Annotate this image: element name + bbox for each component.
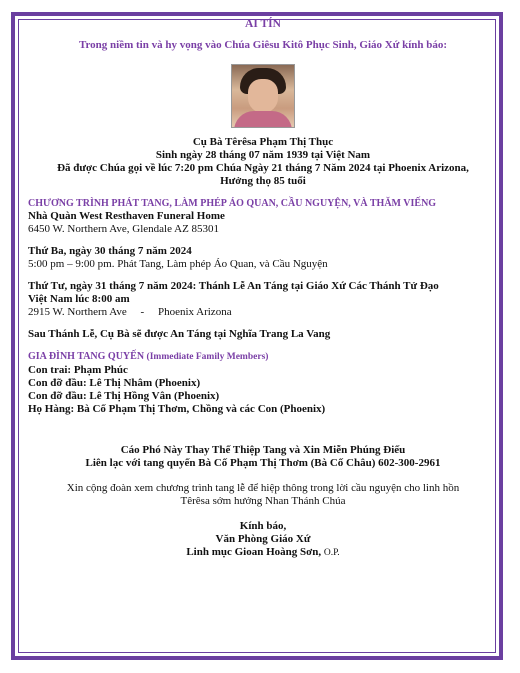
office-line: Văn Phòng Giáo Xứ: [215, 533, 311, 545]
family-heading: [28, 350, 498, 364]
notice-line1: Cáo Phó Này Thay Thế Thiệp Tang và Xin Miễn Phúng Điếu: [120, 444, 406, 456]
priest-suffix: O.P.: [323, 548, 340, 558]
family-heading-sub: (Immediate Family Members): [146, 352, 269, 362]
day2-line1: Thứ Tư, ngày 31 tháng 7 năm 2024: Thánh Lễ An Táng tại Giáo Xứ Các Thánh Tử Đạo: [28, 280, 439, 292]
family-section: [28, 350, 498, 416]
prayer-section: [28, 482, 498, 508]
deceased-name: Cụ Bà Têrêsa Phạm Thị Thục: [192, 136, 334, 148]
day1-date: Thứ Ba, ngày 30 tháng 7 năm 2024: [28, 245, 192, 257]
family-member: Con đỡ đầu: Lê Thị Hồng Vân (Phoenix): [28, 390, 220, 402]
prayer-line1: Xin cộng đoàn xem chương trình tang lễ để hiệp thông trong lời cầu nguyện cho linh hồn: [66, 482, 460, 494]
prayer-line2: Têrêsa sớm hưởng Nhan Thánh Chúa: [180, 495, 346, 507]
document-title: AI TÍN: [245, 18, 281, 30]
priest-name: Linh mục Gioan Hoàng Sơn,: [186, 546, 322, 558]
portrait-photo: [231, 64, 295, 128]
program-heading: CHƯƠNG TRÌNH PHÁT TANG, LÀM PHÉP ÁO QUAN, CẦU NGUYỆN, VÀ THĂM VIẾNG: [28, 198, 437, 209]
venue-address: 6450 W. Northern Ave, Glendale AZ 85301: [28, 223, 220, 235]
family-heading-main: GIA ĐÌNH TANG QUYẾN: [28, 351, 145, 362]
intro-line: Trong niềm tin và hy vọng vào Chúa Giêsu Kitô Phục Sinh, Giáo Xứ kính báo:: [78, 39, 448, 51]
death-line: Đã được Chúa gọi về lúc 7:20 pm Chúa Ngày 21 tháng 7 Năm 2024 tại Phoenix Arizona,: [57, 162, 469, 174]
program-section: [28, 197, 498, 236]
day1-detail: 5:00 pm – 9:00 pm. Phát Tang, Làm phép Áo Quan, và Cầu Nguyện: [28, 258, 328, 270]
family-member: Con trai: Phạm Phúc: [28, 364, 128, 376]
notice-line2: Liên lạc với tang quyến Bà Cố Phạm Thị Thơm (Bà Cố Châu) 602-300-2961: [85, 457, 441, 469]
deceased-info: [28, 136, 498, 188]
notice-section: [28, 444, 498, 470]
day2-line2: Việt Nam lúc 8:00 am: [28, 293, 130, 305]
birth-line: Sinh ngày 28 tháng 07 năm 1939 tại Việt Nam: [155, 149, 371, 161]
closing-line: Kính báo,: [239, 520, 287, 532]
day1-section: [28, 245, 498, 271]
obituary-document: [28, 18, 498, 560]
signature-block: [28, 520, 498, 560]
day2-section: [28, 280, 498, 319]
venue-name: Nhà Quàn West Resthaven Funeral Home: [28, 210, 225, 222]
priest-line: [28, 546, 498, 560]
family-member: Con đỡ đầu: Lê Thị Nhâm (Phoenix): [28, 377, 201, 389]
day2-address: 2915 W. Northern Ave - Phoenix Arizona: [28, 306, 232, 318]
burial-line: Sau Thánh Lễ, Cụ Bà sẽ được An Táng tại Nghĩa Trang La Vang: [28, 328, 331, 340]
burial-section: [28, 328, 498, 341]
family-member: Họ Hàng: Bà Cố Phạm Thị Thơm, Chồng và các Con (Phoenix): [28, 403, 326, 415]
age-line: Hưởng thọ 85 tuổi: [220, 175, 306, 187]
